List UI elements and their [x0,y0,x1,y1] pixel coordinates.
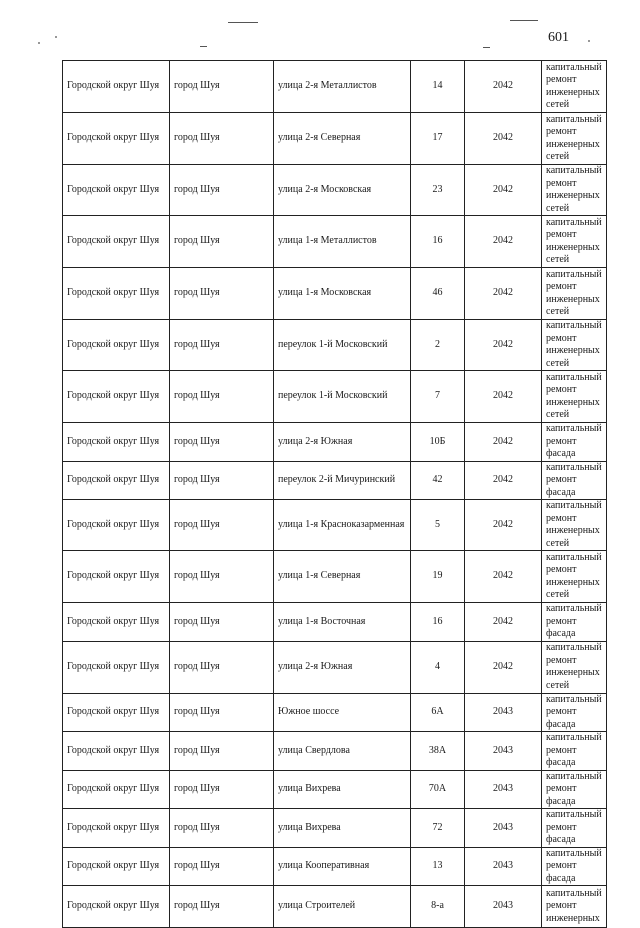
house-number-cell: 42 [411,461,465,500]
table-row [63,641,607,693]
year-cell: 2042 [465,216,542,268]
city-cell: город Шуя [170,500,274,551]
table-row [63,847,607,886]
work-type-cell: капитальный ремонт инженерных сетей [542,113,607,165]
scan-dot [38,42,40,44]
street-cell: улица Вихрева [274,770,411,809]
year-cell: 2043 [465,847,542,886]
work-type-cell: капитальный ремонт инженерных сетей [542,216,607,268]
street-cell: улица Кооперативная [274,847,411,886]
okrug-cell: Городской округ Шуя [63,693,170,732]
street-cell: улица 2-я Металлистов [274,61,411,113]
work-type-cell: капитальный ремонт инженерных сетей [542,268,607,320]
okrug-cell: Городской округ Шуя [63,500,170,551]
okrug-cell: Городской округ Шуя [63,461,170,500]
year-cell: 2042 [465,268,542,320]
okrug-cell: Городской округ Шуя [63,320,170,371]
table-row [63,165,607,216]
okrug-cell: Городской округ Шуя [63,165,170,216]
work-type-cell: капитальный ремонт инженерных сетей [542,371,607,423]
year-cell: 2042 [465,423,542,462]
house-number-cell: 38А [411,732,465,771]
work-type-cell: капитальный ремонт фасада [542,461,607,500]
work-type-cell [542,886,607,928]
street-cell: улица 2-я Московская [274,165,411,216]
year-cell: 2043 [465,886,542,928]
house-number-cell: 4 [411,641,465,693]
city-cell: город Шуя [170,551,274,603]
year-cell: 2042 [465,551,542,603]
city-cell: город Шуя [170,461,274,500]
okrug-cell: Городской округ Шуя [63,770,170,809]
house-number-cell: 13 [411,847,465,886]
table-row [63,61,607,113]
work-type-cell: капитальный ремонт фасада [542,603,607,642]
okrug-cell: Городской округ Шуя [63,216,170,268]
street-cell: улица 2-я Южная [274,641,411,693]
okrug-cell: Городской округ Шуя [63,113,170,165]
city-cell: город Шуя [170,113,274,165]
table-row [63,423,607,462]
table-row [63,693,607,732]
house-number-cell: 23 [411,165,465,216]
work-type-cell: капитальный ремонт фасада [542,809,607,848]
street-cell: улица 2-я Южная [274,423,411,462]
street-cell: Южное шоссе [274,693,411,732]
street-cell: улица 2-я Северная [274,113,411,165]
okrug-cell: Городской округ Шуя [63,603,170,642]
house-number-cell: 10Б [411,423,465,462]
year-cell: 2042 [465,61,542,113]
house-number-cell: 6А [411,693,465,732]
street-cell: улица Свердлова [274,732,411,771]
okrug-cell: Городской округ Шуя [63,886,170,928]
work-type-cell: капитальный ремонт фасада [542,847,607,886]
house-number-cell: 70А [411,770,465,809]
table-row [63,809,607,848]
city-cell: город Шуя [170,216,274,268]
work-type-cell: капитальный ремонт инженерных сетей [542,320,607,371]
city-cell: город Шуя [170,847,274,886]
table-row [63,268,607,320]
year-cell: 2042 [465,500,542,551]
table-row [63,500,607,551]
work-type-cell: капитальный ремонт инженерных сетей [542,500,607,551]
house-number-cell: 16 [411,603,465,642]
work-type-cell: капитальный ремонт инженерных сетей [542,641,607,693]
work-type-text: капитальный ремонт инженерных [546,887,602,924]
house-number-cell: 5 [411,500,465,551]
city-cell: город Шуя [170,320,274,371]
table-row [63,216,607,268]
table-row [63,320,607,371]
house-number-cell: 72 [411,809,465,848]
street-cell: улица 1-я Восточная [274,603,411,642]
okrug-cell: Городской округ Шуя [63,268,170,320]
year-cell: 2043 [465,770,542,809]
table-row [63,886,607,928]
year-cell: 2043 [465,693,542,732]
scan-mark [200,46,207,47]
work-type-cell: капитальный ремонт инженерных сетей [542,61,607,113]
work-type-cell: капитальный ремонт инженерных сетей [542,165,607,216]
street-cell: улица 1-я Северная [274,551,411,603]
city-cell: город Шуя [170,61,274,113]
okrug-cell: Городской округ Шуя [63,641,170,693]
work-type-cell: капитальный ремонт фасада [542,693,607,732]
okrug-cell: Городской округ Шуя [63,371,170,423]
scan-mark [483,47,490,48]
year-cell: 2042 [465,320,542,371]
street-cell: переулок 2-й Мичуринский [274,461,411,500]
house-number-cell: 7 [411,371,465,423]
okrug-cell: Городской округ Шуя [63,61,170,113]
year-cell: 2042 [465,165,542,216]
street-cell: улица Строителей [274,886,411,928]
scan-dot [588,40,590,42]
house-number-cell: 17 [411,113,465,165]
house-number-cell: 16 [411,216,465,268]
city-cell: город Шуя [170,732,274,771]
year-cell: 2043 [465,809,542,848]
city-cell: город Шуя [170,371,274,423]
table-row [63,113,607,165]
housing-registry-table [62,60,607,928]
street-cell: улица 1-я Металлистов [274,216,411,268]
house-number-cell: 8-а [411,886,465,928]
table-row [63,461,607,500]
house-number-cell: 14 [411,61,465,113]
okrug-cell: Городской округ Шуя [63,551,170,603]
scan-mark [228,22,258,23]
scan-mark [510,20,538,21]
okrug-cell: Городской округ Шуя [63,847,170,886]
okrug-cell: Городской округ Шуя [63,423,170,462]
year-cell: 2042 [465,461,542,500]
table-row [63,371,607,423]
work-type-cell: капитальный ремонт фасада [542,423,607,462]
street-cell: улица 1-я Московская [274,268,411,320]
year-cell: 2042 [465,641,542,693]
city-cell: город Шуя [170,423,274,462]
city-cell: город Шуя [170,641,274,693]
city-cell: город Шуя [170,886,274,928]
work-type-cell: капитальный ремонт фасада [542,770,607,809]
table-row [63,770,607,809]
table-row [63,732,607,771]
house-number-cell: 19 [411,551,465,603]
page-number: 601 [548,30,569,45]
house-number-cell: 2 [411,320,465,371]
work-type-cell: капитальный ремонт инженерных сетей [542,551,607,603]
year-cell: 2042 [465,371,542,423]
city-cell: город Шуя [170,165,274,216]
work-type-cell: капитальный ремонт фасада [542,732,607,771]
city-cell: город Шуя [170,770,274,809]
city-cell: город Шуя [170,603,274,642]
house-number-cell: 46 [411,268,465,320]
year-cell: 2043 [465,732,542,771]
scan-dot [55,36,57,38]
street-cell: улица 1-я Красноказарменная [274,500,411,551]
city-cell: город Шуя [170,268,274,320]
table-row [63,603,607,642]
year-cell: 2042 [465,113,542,165]
okrug-cell: Городской округ Шуя [63,732,170,771]
okrug-cell: Городской округ Шуя [63,809,170,848]
year-cell: 2042 [465,603,542,642]
city-cell: город Шуя [170,809,274,848]
street-cell: переулок 1-й Московский [274,320,411,371]
street-cell: переулок 1-й Московский [274,371,411,423]
table-row [63,551,607,603]
street-cell: улица Вихрева [274,809,411,848]
city-cell: город Шуя [170,693,274,732]
